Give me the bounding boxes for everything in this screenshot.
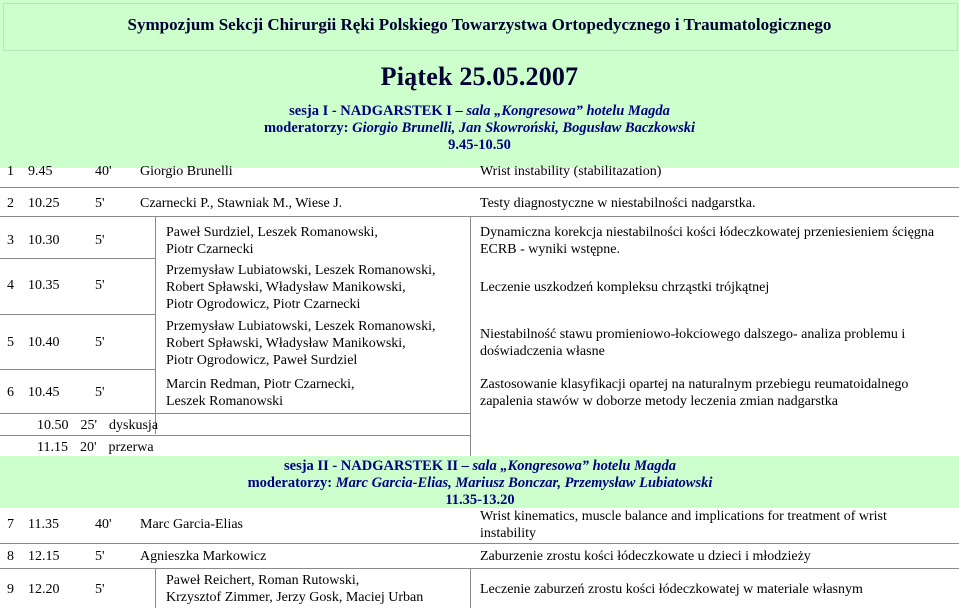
row-9-duration: 5': [95, 582, 105, 597]
divider: [0, 543, 959, 544]
row-3: [7, 232, 60, 249]
divider: [0, 435, 470, 436]
row-3-topic-1: Dynamiczna korekcja niestabilności kości łódeczkowatej przeniesieniem ścięgna: [480, 225, 935, 240]
session1-name: sesja I - NADGARSTEK I –: [289, 103, 467, 119]
row-time: 9.45: [28, 164, 53, 179]
row-3-authors-2: Piotr Czarnecki: [166, 242, 254, 257]
row-7-topic-2: instability: [480, 526, 536, 541]
row-6-authors-2: Leszek Romanowski: [166, 394, 284, 409]
row-4-topic: Leczenie uszkodzeń kompleksu chrząstki trójkątnej: [480, 280, 770, 295]
session2-moderators: [230, 475, 730, 492]
column-divider: [155, 216, 156, 434]
divider: [0, 413, 470, 414]
symposium-title: Sympozjum Sekcji Chirurgii Ręki Polskiego Towarzystwa Ortopedycznego i Traumatologicznego: [127, 15, 832, 34]
session2-time: 11.35-13.20: [445, 492, 515, 508]
moderators-label: moderatorzy:: [263, 120, 353, 136]
row-7-duration: 40': [95, 517, 112, 532]
divider: [0, 258, 155, 259]
row-time: 10.25: [28, 196, 60, 211]
row-5: [7, 334, 60, 351]
row-2-authors: Czarnecki P., Stawniak M., Wiese J.: [140, 196, 343, 211]
row-9-authors-2: Krzysztof Zimmer, Jerzy Gosk, Maciej Urban: [166, 590, 424, 605]
row-1-authors: Giorgio Brunelli: [140, 164, 233, 179]
break-discussion: [37, 417, 158, 434]
break-time: 10.50: [37, 418, 69, 433]
row-2-duration: 5': [95, 196, 105, 211]
row-3-topic-2: ECRB - wyniki wstępne.: [480, 242, 620, 257]
row-3-authors-1: Paweł Surdziel, Leszek Romanowski,: [166, 225, 378, 240]
row-4-authors-2: Robert Spławski, Władysław Manikowski,: [166, 280, 406, 295]
break-label: dyskusja: [109, 418, 159, 433]
row-4-authors-1: Przemysław Lubiatowski, Leszek Romanowski,: [166, 263, 436, 278]
row-6-topic-2: zapalenia stawów w doborze metody leczenia zmian nadgarstka: [480, 394, 839, 409]
row-time: 12.15: [28, 549, 60, 564]
break-pause: [37, 439, 154, 456]
row-9-authors-1: Paweł Reichert, Roman Rutowski,: [166, 573, 360, 588]
row-number: 1: [7, 164, 14, 179]
row-1: [7, 163, 53, 180]
row-5-duration: 5': [95, 335, 105, 350]
row-number: 5: [7, 335, 14, 350]
row-time: 10.35: [28, 278, 60, 293]
day-date: Piątek 25.05.2007: [380, 62, 579, 91]
divider: [0, 568, 959, 569]
break-duration: 20': [79, 440, 97, 455]
column-divider: [470, 568, 471, 608]
moderators-label: moderatorzy:: [247, 475, 336, 491]
row-5-authors-1: Przemysław Lubiatowski, Leszek Romanowski,: [166, 319, 436, 334]
column-divider: [155, 568, 156, 608]
session1-moderators: [0, 120, 959, 137]
divider: [0, 314, 155, 315]
row-time: 10.40: [28, 335, 60, 350]
row-8-topic: Zaburzenie zrostu kości łódeczkowate u dzieci i młodzieży: [480, 549, 811, 564]
row-time: 10.45: [28, 385, 60, 400]
row-6: [7, 384, 60, 401]
row-time: 11.35: [28, 517, 59, 532]
break-time: 11.15: [37, 440, 68, 455]
row-time: 10.30: [28, 233, 60, 248]
row-7-topic-1: Wrist kinematics, muscle balance and implications for treatment of wrist: [480, 509, 887, 524]
row-6-topic-1: Zastosowanie klasyfikacji opartej na naturalnym przebiegu reumatoidalnego: [480, 377, 909, 392]
divider: [0, 369, 155, 370]
row-8-duration: 5': [95, 549, 105, 564]
row-number: 9: [7, 582, 14, 597]
moderators-names: Marc Garcia-Elias, Mariusz Bonczar, Przemysław Lubiatowski: [335, 475, 713, 491]
row-9-topic: Leczenie zaburzeń zrostu kości łódeczkowatej w materiale własnym: [480, 582, 863, 597]
column-divider: [470, 216, 471, 456]
moderators-names: Giorgio Brunelli, Jan Skowroński, Bogusław Baczkowski: [352, 120, 696, 136]
row-6-duration: 5': [95, 385, 105, 400]
row-5-authors-2: Robert Spławski, Władysław Manikowski,: [166, 336, 406, 351]
row-4-authors-3: Piotr Ogrodowicz, Piotr Czarnecki: [166, 297, 361, 312]
row-8: [7, 548, 60, 565]
row-number: 7: [7, 517, 14, 532]
row-number: 8: [7, 549, 14, 564]
row-number: 6: [7, 385, 14, 400]
session1-heading: [0, 103, 959, 120]
row-6-authors-1: Marcin Redman, Piotr Czarnecki,: [166, 377, 355, 392]
row-7: [7, 516, 59, 533]
row-1-topic: Wrist instability (stabilitazation): [480, 164, 662, 179]
row-2-topic: Testy diagnostyczne w niestabilności nadgarstka.: [480, 196, 756, 211]
row-1-duration: 40': [95, 164, 112, 179]
row-number: 4: [7, 278, 14, 293]
row-4-duration: 5': [95, 278, 105, 293]
row-time: 12.20: [28, 582, 60, 597]
row-9: [7, 581, 60, 598]
divider: [0, 216, 959, 217]
row-5-authors-3: Piotr Ogrodowicz, Paweł Surdziel: [166, 353, 358, 368]
row-number: 3: [7, 233, 14, 248]
session1-time: 9.45-10.50: [448, 137, 511, 153]
session1-room: sala „Kongresowa” hotelu Magda: [466, 103, 670, 119]
row-number: 2: [7, 196, 14, 211]
break-label: przerwa: [108, 440, 154, 455]
row-4: [7, 277, 60, 294]
divider: [0, 187, 959, 188]
row-5-topic-2: doświadczenia własne: [480, 344, 605, 359]
row-2: [7, 195, 60, 212]
session2-name: sesja II - NADGARSTEK II –: [284, 458, 473, 474]
session2-room: sala „Kongresowa” hotelu Magda: [472, 458, 676, 474]
break-duration: 25': [80, 418, 98, 433]
row-7-authors: Marc Garcia-Elias: [140, 517, 243, 532]
row-3-duration: 5': [95, 233, 105, 248]
row-5-topic-1: Niestabilność stawu promieniowo-łokciowego dalszego- analiza problemu i: [480, 327, 906, 342]
row-8-authors: Agnieszka Markowicz: [140, 549, 267, 564]
session2-heading: [230, 458, 730, 475]
